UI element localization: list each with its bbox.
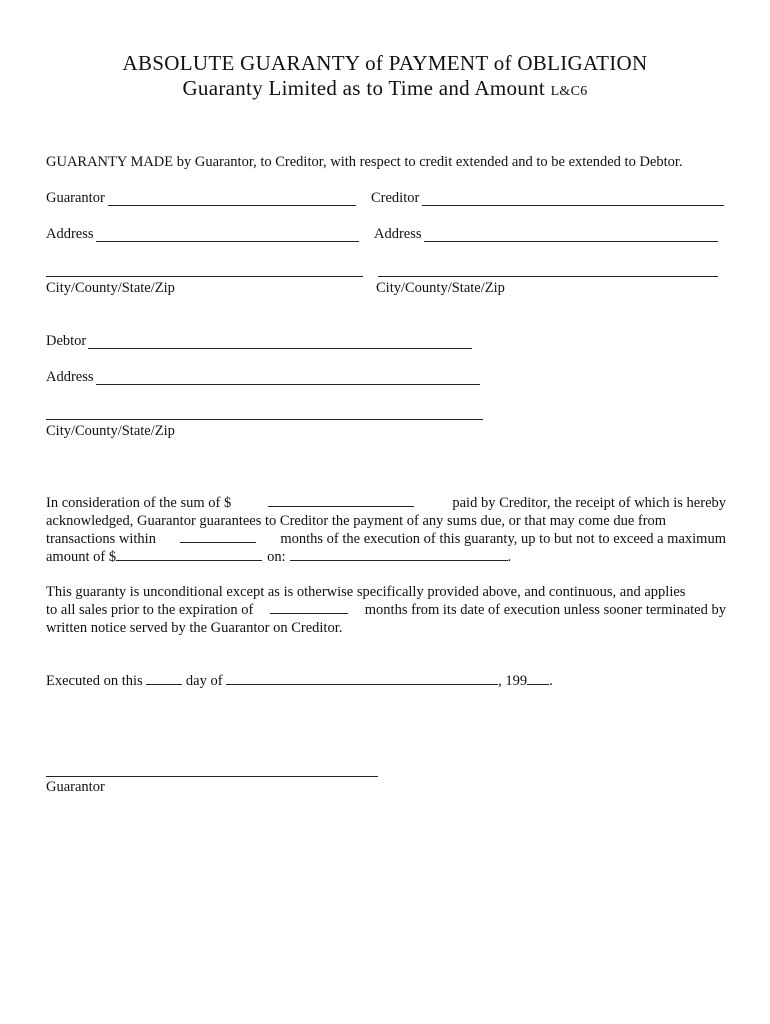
terms-line-3 xyxy=(46,619,726,637)
debtor-address-label: Address xyxy=(46,369,94,385)
creditor-city-label: City/County/State/Zip xyxy=(376,280,505,296)
terms-notice-text: written notice served by the Guarantor on Creditor. xyxy=(46,620,343,636)
consideration-line-4 xyxy=(46,548,726,566)
creditor-name-field[interactable] xyxy=(422,205,724,206)
transaction-months-field[interactable] xyxy=(180,530,256,543)
terms-line-1 xyxy=(46,583,726,601)
terms-sales-text: to all sales prior to the expiration of xyxy=(46,602,254,618)
consideration-paid-text: paid by Creditor, the receipt of which is hereby xyxy=(452,495,726,511)
consideration-line-1 xyxy=(46,494,726,512)
guarantor-name-field[interactable] xyxy=(108,205,356,206)
amount-of-text: amount of $ xyxy=(46,549,117,565)
creditor-address-field[interactable] xyxy=(424,241,718,242)
guarantor-address-label: Address xyxy=(46,226,94,242)
debtor-city-label: City/County/State/Zip xyxy=(46,423,175,439)
debtor-city-field[interactable] xyxy=(46,419,483,420)
months-execution-text: months of the execution of this guaranty, up to but not to exceed a maximum xyxy=(280,531,726,547)
document-subtitle xyxy=(0,76,770,101)
execution-period: . xyxy=(549,673,553,689)
guarantor-city-label: City/County/State/Zip xyxy=(46,280,175,296)
subtitle-text: Guaranty Limited as to Time and Amount xyxy=(182,76,545,100)
consideration-ack-text: acknowledged, Guarantor guarantees to Creditor the payment of any sums due, or that may come due from xyxy=(46,513,667,529)
execution-line xyxy=(46,672,553,690)
consideration-sum-text: In consideration of the sum of $ xyxy=(46,495,232,511)
creditor-city-field[interactable] xyxy=(378,276,718,277)
debtor-label: Debtor xyxy=(46,333,87,349)
consideration-line-2 xyxy=(46,512,726,530)
terms-unconditional-text: This guaranty is unconditional except as is otherwise specifically provided above, and continuous, and applies xyxy=(46,584,686,600)
debtor-address-field[interactable] xyxy=(96,384,480,385)
creditor-label: Creditor xyxy=(371,190,420,206)
maximum-amount-field[interactable] xyxy=(116,548,262,561)
terms-months-text: months from its date of execution unless sooner terminated by xyxy=(364,602,726,618)
guarantor-city-field[interactable] xyxy=(46,276,363,277)
creditor-address-label: Address xyxy=(374,226,422,242)
amount-period: . xyxy=(507,549,512,565)
transactions-text: transactions within xyxy=(46,531,156,547)
guarantor-signature-field[interactable] xyxy=(46,776,378,777)
expiration-months-field[interactable] xyxy=(270,601,348,614)
day-of-text: day of xyxy=(185,673,223,689)
terms-line-2 xyxy=(46,601,726,619)
maximum-date-field[interactable] xyxy=(290,548,508,561)
execution-day-field[interactable] xyxy=(146,672,182,685)
guarantor-address-field[interactable] xyxy=(96,241,359,242)
document-title: ABSOLUTE GUARANTY of PAYMENT of OBLIGATION xyxy=(122,51,648,75)
execution-year-field[interactable] xyxy=(527,672,549,685)
on-text: on: xyxy=(267,549,286,565)
debtor-name-field[interactable] xyxy=(88,348,472,349)
executed-text: Executed on this xyxy=(46,673,143,689)
form-code: L&C6 xyxy=(550,84,588,99)
consideration-paragraph xyxy=(46,494,726,566)
year-prefix-text: , 199 xyxy=(498,673,528,689)
intro-text: GUARANTY MADE by Guarantor, to Creditor, with respect to credit extended and to be extended to Debtor. xyxy=(46,154,683,170)
consideration-line-3 xyxy=(46,530,726,548)
sum-amount-field[interactable] xyxy=(268,494,414,507)
terms-paragraph xyxy=(46,583,726,637)
signature-guarantor-label: Guarantor xyxy=(46,779,105,795)
execution-month-field[interactable] xyxy=(226,672,498,685)
guarantor-label: Guarantor xyxy=(46,190,105,206)
